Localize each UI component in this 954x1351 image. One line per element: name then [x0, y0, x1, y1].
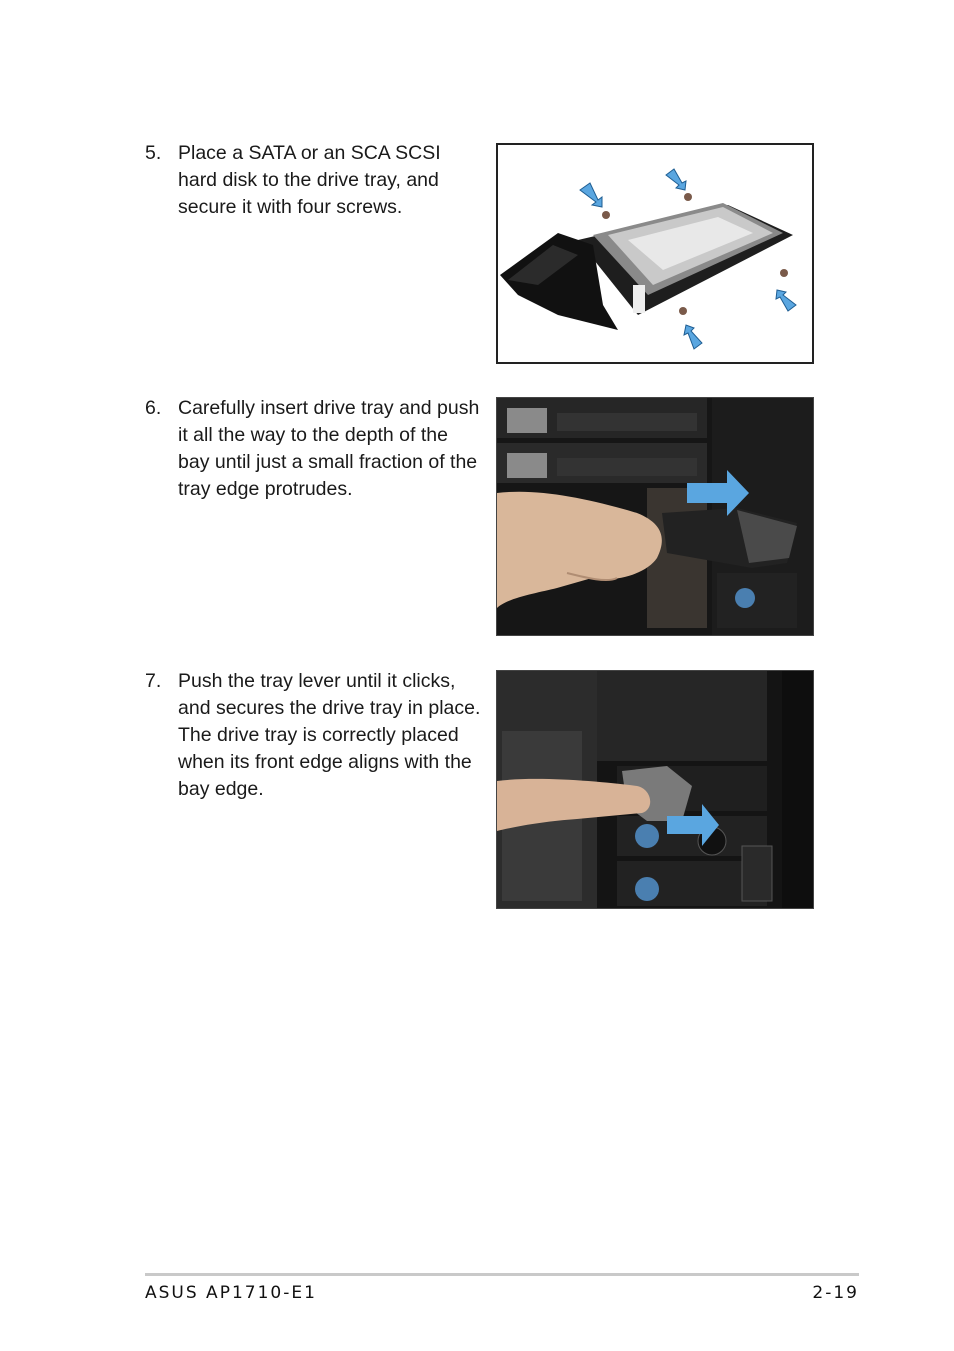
- footer-page-number: 2-19: [812, 1283, 859, 1303]
- step-number: 7.: [145, 670, 162, 692]
- footer-divider: [145, 1273, 859, 1276]
- footer-product-name: ASUS AP1710-E1: [145, 1283, 317, 1303]
- step-number: 5.: [145, 142, 162, 164]
- step-text: Carefully insert drive tray and push it all the way to the depth of the bay until just a small fraction of the tray edge protrudes.: [178, 397, 480, 500]
- insert-drive-tray-photo: [496, 397, 814, 636]
- step-number: 6.: [145, 397, 162, 419]
- step-text: Push the tray lever until it clicks, and secures the drive tray in place. The drive tray is correctly placed when its front edge aligns with the bay edge.: [178, 670, 481, 800]
- step-text: Place a SATA or an SCA SCSI hard disk to the drive tray, and secure it with four screws.: [178, 142, 441, 218]
- hard-disk-tray-photo: [496, 143, 814, 364]
- push-tray-lever-photo: [496, 670, 814, 909]
